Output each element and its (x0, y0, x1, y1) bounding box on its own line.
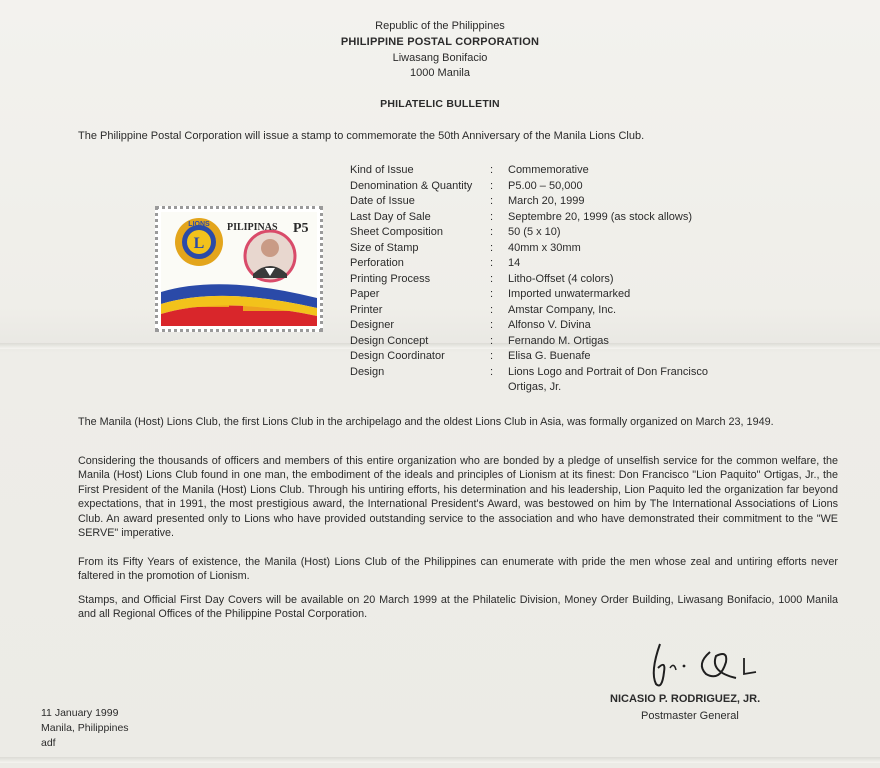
detail-value: Elisa G. Buenafe (508, 350, 591, 362)
detail-row (350, 179, 738, 195)
detail-value: P5.00 – 50,000 (508, 179, 583, 192)
detail-row (350, 349, 738, 365)
footer-initials: adf (41, 737, 56, 749)
detail-separator: : (490, 195, 494, 207)
detail-separator: : (490, 288, 494, 300)
detail-label: Denomination & Quantity (350, 179, 473, 192)
intro-text: The Philippine Postal Corporation will issue a stamp to commemorate the 50th Anniversary of the Manila Lions Club. (78, 130, 645, 142)
paragraph-availability: Stamps, and Official First Day Covers will be available on 20 March 1999 at the Philatelic Division, Money Order Building, Liwasang Bonifacio, 1000 Manila and all Regional Offices of the Philippine Postal Corporation. (78, 594, 838, 621)
detail-row (350, 365, 738, 396)
lions-logo-icon (175, 218, 223, 266)
detail-value: Lions Logo and Portrait of Don Francisco Ortigas, Jr. (508, 365, 708, 393)
detail-row (350, 241, 738, 257)
detail-value: Commemorative (508, 164, 589, 176)
detail-value: Amstar Company, Inc. (508, 303, 616, 316)
header-city: 1000 Manila (410, 67, 470, 79)
detail-label: Perforation (350, 257, 404, 269)
stamp-image (155, 206, 323, 332)
bulletin-title: PHILATELIC BULLETIN (380, 98, 500, 110)
detail-row (350, 256, 738, 272)
stamp-value-text: P5 (293, 221, 309, 236)
stamp-logo-text: LIONS (188, 221, 210, 228)
detail-separator: : (490, 241, 494, 254)
detail-separator: : (490, 210, 494, 223)
detail-label: Date of Issue (350, 195, 415, 207)
footer-place: Manila, Philippines (41, 722, 129, 734)
detail-label: Design Concept (350, 334, 429, 347)
detail-label: Size of Stamp (350, 241, 419, 254)
signatory-title: Postmaster General (641, 710, 739, 722)
detail-label: Paper (350, 288, 380, 300)
signature-icon (640, 632, 780, 692)
detail-row (350, 194, 738, 210)
detail-row (350, 272, 738, 288)
detail-separator: : (490, 226, 494, 238)
detail-value: Alfonso V. Divina (508, 319, 591, 331)
detail-row (350, 163, 738, 179)
detail-label: Sheet Composition (350, 226, 443, 238)
detail-value: Septembre 20, 1999 (as stock allows) (508, 210, 693, 223)
detail-row (350, 334, 738, 350)
detail-label: Kind of Issue (350, 164, 414, 176)
paragraph-legacy: From its Fifty Years of existence, the Manila (Host) Lions Club of the Philippines can enumerate with pride the men whose zeal and untiring efforts never faltered in the promotion of Lionism. (78, 556, 838, 583)
detail-value: Litho-Offset (4 colors) (508, 272, 614, 285)
detail-label: Design (350, 365, 385, 378)
detail-separator: : (490, 334, 494, 347)
stamp-country-text: PILIPINAS (227, 222, 278, 233)
detail-value: March 20, 1999 (508, 195, 585, 207)
detail-label: Printer (350, 303, 383, 316)
header-street: Liwasang Bonifacio (392, 52, 488, 64)
stamp-logo-letter: L (193, 235, 205, 252)
detail-row (350, 287, 738, 303)
detail-value: Imported unwatermarked (508, 288, 631, 300)
stamp-details (350, 163, 738, 396)
paper-fold (0, 757, 880, 763)
portrait-icon (245, 231, 295, 281)
detail-separator: : (490, 365, 494, 378)
header-corporation: PHILIPPINE POSTAL CORPORATION (340, 36, 540, 48)
stamp-artwork (161, 212, 317, 326)
detail-label: Last Day of Sale (350, 210, 431, 223)
detail-separator: : (490, 303, 494, 316)
footer-block (41, 706, 129, 751)
detail-value: Fernando M. Ortigas (508, 334, 609, 347)
detail-separator: : (490, 350, 494, 362)
signatory-name: NICASIO P. RODRIGUEZ, JR. (610, 693, 761, 705)
detail-value: 40mm x 30mm (508, 241, 581, 254)
paragraph-founder: Considering the thousands of officers and members of this entire organization who are bonded by a pledge of unselfish service for the common welfare, the Manila (Host) Lions Club found in one man, the embodiment of the ideals and principles of Lionism at its finest: Don Francisco "Lion Paquito" Ortigas, Jr., the First President of the Manila (Host) Lions Club. Through his untiring efforts, his determination and his leadership, Lion Paquito led the organization far beyond expectations, that in 1991, the most prestigious award, the International President's Award, was bestowed on him by The International Associations of Lions Club. An award presented only to Lions who have provided outstanding service to the association and who have demonstrated their commitment to the "WE SERVE" imperative. (78, 455, 838, 540)
detail-row (350, 225, 738, 241)
detail-label: Designer (350, 319, 395, 331)
detail-separator: : (490, 319, 494, 331)
detail-value: 50 (5 x 10) (508, 226, 561, 238)
header-republic: Republic of the Philippines (375, 20, 505, 32)
detail-value: 14 (508, 257, 521, 269)
detail-row (350, 318, 738, 334)
detail-separator: : (490, 164, 494, 176)
detail-separator: : (490, 179, 494, 192)
detail-row (350, 210, 738, 226)
detail-label: Printing Process (350, 272, 431, 285)
detail-separator: : (490, 257, 494, 269)
footer-date: 11 January 1999 (41, 707, 119, 719)
detail-separator: : (490, 272, 494, 285)
detail-row (350, 303, 738, 319)
paragraph-history: The Manila (Host) Lions Club, the first Lions Club in the archipelago and the oldest Lions Club in Asia, was formally organized on March 23, 1949. (78, 416, 774, 428)
detail-label: Design Coordinator (350, 350, 445, 362)
